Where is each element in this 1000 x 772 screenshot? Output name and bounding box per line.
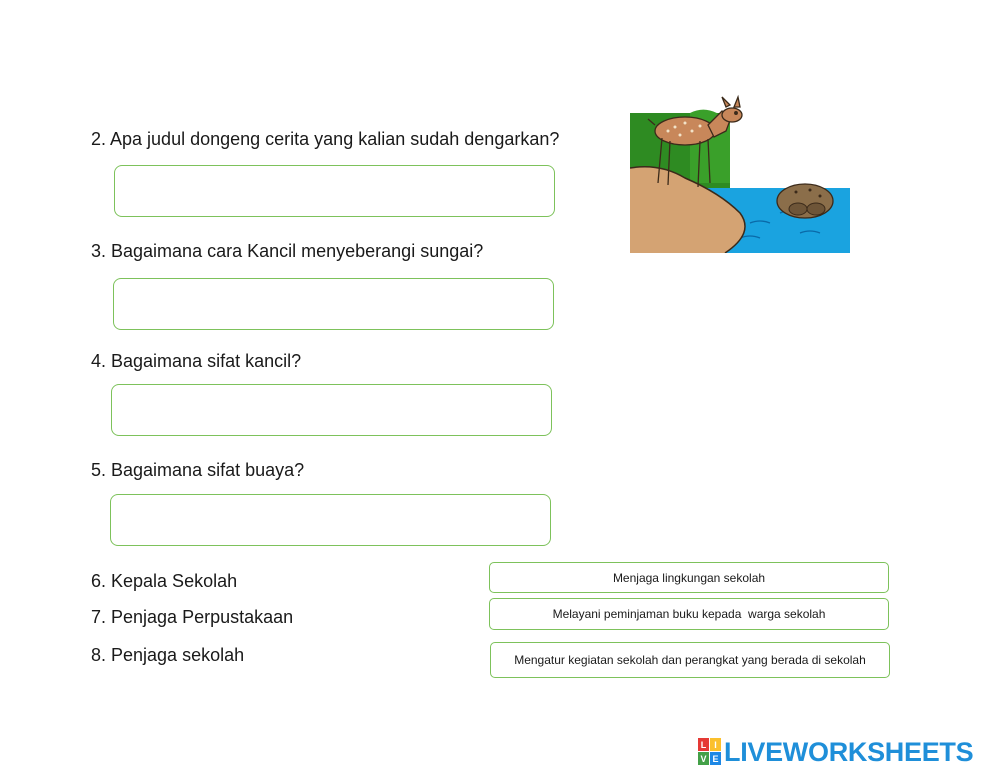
- match-item-8[interactable]: 8. Penjaga sekolah: [91, 645, 245, 665]
- match-option-1[interactable]: Menjaga lingkungan sekolah: [489, 562, 889, 593]
- question-5: 5. Bagaimana sifat buaya?: [91, 460, 305, 480]
- match-option-2[interactable]: Melayani peminjaman buku kepada warga sekolah: [489, 598, 889, 630]
- question-2: 2. Apa judul dongeng cerita yang kalian sudah dengarkan?: [91, 129, 560, 149]
- live-badge-icon: [698, 738, 722, 766]
- liveworksheets-logo: [698, 736, 973, 768]
- match-option-3[interactable]: Mengatur kegiatan sekolah dan perangkat yang berada di sekolah: [490, 642, 890, 678]
- svg-text:E: E: [712, 754, 719, 764]
- question-3: 3. Bagaimana cara Kancil menyeberangi sungai?: [91, 241, 484, 261]
- svg-text:L: L: [700, 740, 707, 750]
- svg-text:I: I: [714, 740, 717, 750]
- answer-box-3[interactable]: [113, 278, 554, 330]
- answer-box-5[interactable]: [110, 494, 551, 546]
- question-4: 4. Bagaimana sifat kancil?: [91, 351, 302, 371]
- answer-box-4[interactable]: [111, 384, 552, 436]
- match-item-7[interactable]: 7. Penjaga Perpustakaan: [91, 607, 294, 627]
- answer-box-2[interactable]: [114, 165, 555, 217]
- match-item-6[interactable]: 6. Kepala Sekolah: [91, 571, 238, 591]
- svg-text:V: V: [700, 754, 707, 764]
- deer-and-crocodile-illustration: [630, 93, 850, 253]
- brand-name: LIVEWORKSHEETS: [724, 736, 974, 767]
